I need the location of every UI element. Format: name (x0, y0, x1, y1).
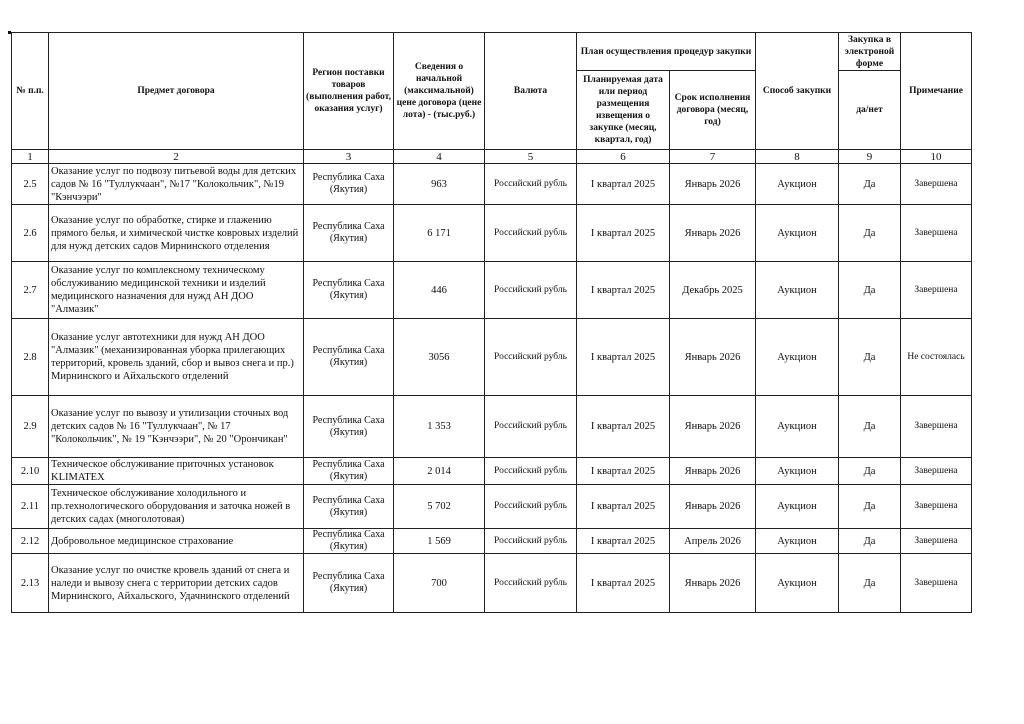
row-note: Завершена (901, 205, 972, 262)
row-region: Республика Саха (Якутия) (304, 458, 394, 485)
header-electronic-group: Закупка в электроной форме (839, 33, 901, 71)
row-price: 1 353 (394, 396, 485, 458)
table-row (12, 554, 972, 613)
row-electronic: Да (839, 164, 901, 205)
row-term: Январь 2026 (670, 164, 756, 205)
header-currency: Валюта (485, 33, 577, 150)
row-term: Январь 2026 (670, 458, 756, 485)
row-subject: Оказание услуг по вывозу и утилизации сточных вод детских садов № 16 "Туллукчаан", № 17 "Колокольчик", № 19 "Кэнчээри", № 20 "Орончикан" (49, 396, 304, 458)
row-method: Аукцион (756, 458, 839, 485)
row-region: Республика Саха (Якутия) (304, 529, 394, 554)
row-number: 2.13 (12, 554, 49, 613)
row-plan-date: I квартал 2025 (577, 485, 670, 529)
row-currency: Российский рубль (485, 205, 577, 262)
row-plan-date: I квартал 2025 (577, 205, 670, 262)
header-electronic: да/нет (839, 71, 901, 150)
row-subject: Оказание услуг автотехники для нужд АН ДОО "Алмазик" (механизированная уборка прилегающих территорий, кровель зданий, сбор и вывоз снега и пр.) Мирнинского и Айхальского отделений (49, 319, 304, 396)
row-plan-date: I квартал 2025 (577, 458, 670, 485)
row-electronic: Да (839, 458, 901, 485)
row-currency: Российский рубль (485, 529, 577, 554)
row-currency: Российский рубль (485, 319, 577, 396)
row-method: Аукцион (756, 529, 839, 554)
row-term: Январь 2026 (670, 554, 756, 613)
column-number: 6 (577, 150, 670, 164)
row-plan-date: I квартал 2025 (577, 396, 670, 458)
row-subject: Оказание услуг по комплексному техническому обслуживанию медицинской техники и изделий медицинского назначения для нужд АН ДОО "Алмазик" (49, 262, 304, 319)
header-region: Регион поставки товаров (выполнения работ, оказания услуг) (304, 33, 394, 150)
row-note: Завершена (901, 396, 972, 458)
row-region: Республика Саха (Якутия) (304, 319, 394, 396)
row-term: Январь 2026 (670, 319, 756, 396)
row-plan-date: I квартал 2025 (577, 529, 670, 554)
row-note: Завершена (901, 164, 972, 205)
header-num: № п.п. (12, 33, 49, 150)
row-plan-date: I квартал 2025 (577, 319, 670, 396)
row-region: Республика Саха (Якутия) (304, 485, 394, 529)
row-subject: Оказание услуг по очистке кровель зданий от снега и наледи и вывозу снега с территории детских садов Мирнинского, Айхальского, Удачнинского отделений (49, 554, 304, 613)
row-region: Республика Саха (Якутия) (304, 554, 394, 613)
row-region: Республика Саха (Якутия) (304, 164, 394, 205)
row-currency: Российский рубль (485, 164, 577, 205)
row-number: 2.9 (12, 396, 49, 458)
row-price: 6 171 (394, 205, 485, 262)
header-method: Способ закупки (756, 33, 839, 150)
table-row (12, 396, 972, 458)
row-term: Декабрь 2025 (670, 262, 756, 319)
row-region: Республика Саха (Якутия) (304, 205, 394, 262)
column-number: 4 (394, 150, 485, 164)
row-plan-date: I квартал 2025 (577, 262, 670, 319)
header-term: Срок исполнения договора (месяц, год) (670, 71, 756, 150)
row-note: Завершена (901, 529, 972, 554)
row-price: 963 (394, 164, 485, 205)
row-price: 700 (394, 554, 485, 613)
row-electronic: Да (839, 529, 901, 554)
row-term: Январь 2026 (670, 396, 756, 458)
table-row (12, 164, 972, 205)
row-term: Январь 2026 (670, 485, 756, 529)
row-currency: Российский рубль (485, 262, 577, 319)
column-number: 8 (756, 150, 839, 164)
row-currency: Российский рубль (485, 485, 577, 529)
row-number: 2.7 (12, 262, 49, 319)
table-row (12, 485, 972, 529)
header-plan-group: План осуществления процедур закупки (577, 33, 756, 71)
row-currency: Российский рубль (485, 458, 577, 485)
row-electronic: Да (839, 262, 901, 319)
row-method: Аукцион (756, 485, 839, 529)
row-subject: Оказание услуг по подвозу питьевой воды для детских садов № 16 "Туллукчаан", №17 "Колокольчик", №19 "Кэнчээри" (49, 164, 304, 205)
table-row (12, 262, 972, 319)
row-method: Аукцион (756, 319, 839, 396)
row-currency: Российский рубль (485, 396, 577, 458)
row-term: Апрель 2026 (670, 529, 756, 554)
row-price: 5 702 (394, 485, 485, 529)
row-electronic: Да (839, 485, 901, 529)
row-subject: Добровольное медицинское страхование (49, 529, 304, 554)
row-electronic: Да (839, 205, 901, 262)
table-row (12, 458, 972, 485)
row-subject: Техническое обслуживание приточных установок KLIMATEX (49, 458, 304, 485)
table-row (12, 205, 972, 262)
row-plan-date: I квартал 2025 (577, 554, 670, 613)
row-method: Аукцион (756, 396, 839, 458)
procurement-plan-table (11, 32, 972, 613)
row-subject: Оказание услуг по обработке, стирке и глажению прямого белья, и химической чистке ковровых изделий для нужд детских садов Мирнинского отделения (49, 205, 304, 262)
row-price: 1 569 (394, 529, 485, 554)
header-price: Сведения о начальной (максимальной) цене договора (цене лота) - (тыс.руб.) (394, 33, 485, 150)
column-number-row (12, 150, 972, 164)
row-currency: Российский рубль (485, 554, 577, 613)
row-electronic: Да (839, 554, 901, 613)
row-method: Аукцион (756, 205, 839, 262)
row-method: Аукцион (756, 262, 839, 319)
header-note: Примечание (901, 33, 972, 150)
row-price: 3056 (394, 319, 485, 396)
column-number: 2 (49, 150, 304, 164)
row-price: 446 (394, 262, 485, 319)
row-method: Аукцион (756, 164, 839, 205)
column-number: 1 (12, 150, 49, 164)
table-body (12, 150, 972, 613)
row-note: Завершена (901, 485, 972, 529)
row-electronic: Да (839, 319, 901, 396)
row-subject: Техническое обслуживание холодильного и пр.технологического оборудования и заточка ножей в детских садах (многолотовая) (49, 485, 304, 529)
row-note: Не состоялась (901, 319, 972, 396)
row-note: Завершена (901, 262, 972, 319)
row-method: Аукцион (756, 554, 839, 613)
row-term: Январь 2026 (670, 205, 756, 262)
row-region: Республика Саха (Якутия) (304, 262, 394, 319)
column-number: 9 (839, 150, 901, 164)
row-note: Завершена (901, 458, 972, 485)
row-note: Завершена (901, 554, 972, 613)
row-number: 2.5 (12, 164, 49, 205)
row-number: 2.8 (12, 319, 49, 396)
row-plan-date: I квартал 2025 (577, 164, 670, 205)
column-number: 3 (304, 150, 394, 164)
header-plan-date: Планируемая дата или период размещения извещения о закупке (месяц, квартал, год) (577, 71, 670, 150)
row-number: 2.6 (12, 205, 49, 262)
column-number: 5 (485, 150, 577, 164)
row-price: 2 014 (394, 458, 485, 485)
table-row (12, 319, 972, 396)
row-region: Республика Саха (Якутия) (304, 396, 394, 458)
column-number: 10 (901, 150, 972, 164)
table-row (12, 529, 972, 554)
header-subject: Предмет договора (49, 33, 304, 150)
column-number: 7 (670, 150, 756, 164)
row-number: 2.12 (12, 529, 49, 554)
row-number: 2.11 (12, 485, 49, 529)
row-number: 2.10 (12, 458, 49, 485)
row-electronic: Да (839, 396, 901, 458)
